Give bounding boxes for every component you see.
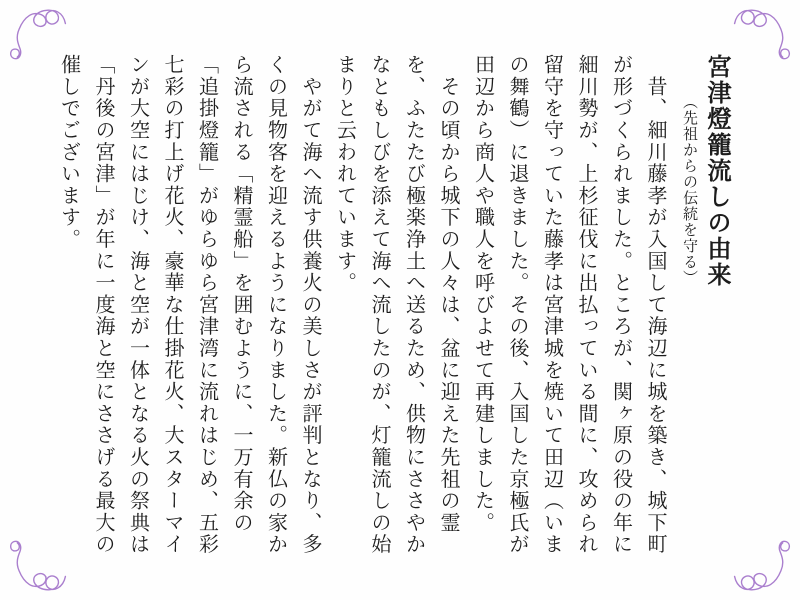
corner-flourish-top-right xyxy=(731,5,795,63)
text-column: の舞鶴）に退きました。その後、入国した京極氏が xyxy=(506,54,528,556)
text-column: その頃から城下の人々は、盆に迎えた先祖の霊 xyxy=(437,54,459,534)
text-column: まりと云われています。 xyxy=(333,54,356,294)
flourish-stroke xyxy=(735,10,790,58)
page-subtitle: （先祖からの伝統を守る） xyxy=(681,94,697,286)
text-column: 留守を守っていた藤孝は宮津城を焼いて田辺（いま xyxy=(540,54,563,556)
text-column: くの見物客を迎えるようになりました。新仏の家か xyxy=(264,54,287,556)
text-column: なともしびを添えて海へ流したのが、灯籠流しの始 xyxy=(368,54,390,556)
text-column: 細川勢が、上杉征伐に出払っている間に、攻められ xyxy=(575,54,597,556)
page-title: 宮津燈籠流しの由来 xyxy=(703,54,729,288)
text-column: ンが大空にはじけ、海と空が一体となる火の祭典は xyxy=(126,54,149,556)
text-column: 「丹後の宮津」が年に一度海と空にささげる最大の xyxy=(92,54,114,556)
corner-flourish-bottom-right xyxy=(731,537,795,595)
text-column: が形づくられました。ところが、関ヶ原の役の年に xyxy=(609,54,632,556)
document-content xyxy=(51,54,732,560)
text-column: 七彩の打上げ花火、豪華な仕掛花火、大スターマイ xyxy=(161,54,183,556)
text-column: 「追掛燈籠」がゆらゆら宮津湾に流れはじめ、五彩 xyxy=(195,54,218,556)
text-column: 催しでございます。 xyxy=(57,54,80,251)
text-column: 昔、細川藤孝が入国して海辺に城を築き、城下町 xyxy=(644,54,666,556)
text-column: やがて海へ流す供養火の美しさが評判となり、多 xyxy=(299,54,321,556)
text-column: を、ふたたび極楽浄土へ送るため、供物にささやか xyxy=(402,54,425,556)
text-column: ら流される「精霊船」を囲むように、一万有余の xyxy=(230,54,252,534)
text-column: 田辺から商人や職人を呼びよせて再建しました。 xyxy=(471,54,494,534)
flourish-stroke xyxy=(735,541,790,589)
flourish-stroke xyxy=(11,10,66,58)
